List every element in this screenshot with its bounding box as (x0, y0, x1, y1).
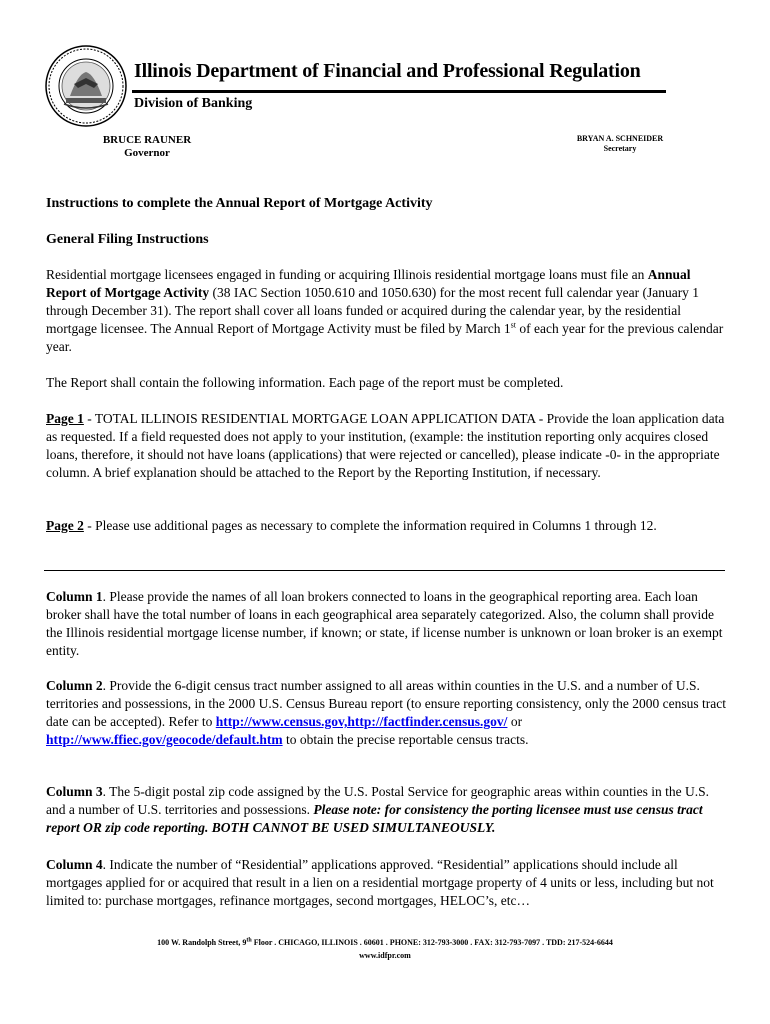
page1-paragraph (46, 410, 726, 482)
report-contents-paragraph: The Report shall contain the following information. Each page of the report must be completed. (46, 375, 564, 390)
governor-block (100, 134, 194, 160)
filing-paragraph (46, 266, 726, 356)
column1-paragraph (46, 588, 726, 660)
agency-title: Illinois Department of Financial and Professional Regulation (134, 60, 641, 82)
ffiec-geocode-link[interactable]: http://www.ffiec.gov/geocode/default.htm (46, 732, 283, 747)
page2-text: - Please use additional pages as necessary to complete the information required in Columns 1 through 12. (83, 518, 657, 533)
footer-address-b: Floor . CHICAGO, ILLINOIS . 60601 . PHONE: 312-793-3000 . FAX: 312-793-7097 . TDD: 217-524-6644 (251, 938, 613, 947)
governor-name: BRUCE RAUNER (102, 134, 192, 146)
column1-text: . Please provide the names of all loan brokers connected to loans in the geographical reporting area. Each loan broker shall have the total number of loans in each geographical area separately categorized. Also, the column shall provide the Illinois residential mortgage license number, if known; or state, if license number is unknown or loan broker is an exempt entity. (46, 589, 723, 658)
column2-or: or (507, 714, 523, 729)
secretary-block (568, 134, 672, 153)
page-footer (0, 936, 770, 962)
column2-label: Column 2 (46, 678, 103, 693)
general-heading: General Filing Instructions (46, 232, 209, 247)
column2-tail: to obtain the precise reportable census tracts. (282, 732, 529, 747)
governor-title: Governor (124, 147, 170, 160)
column4-paragraph (46, 856, 726, 910)
division-name: Division of Banking (134, 96, 253, 111)
footer-address-a: 100 W. Randolph Street, 9 (157, 938, 247, 947)
secretary-name: BRYAN A. SCHNEIDER (576, 134, 664, 143)
report-name: Annual Report of Mortgage Activity (46, 267, 691, 300)
ordinal-suffix: st (510, 320, 516, 330)
footer-address (0, 936, 770, 949)
column4-text: . Indicate the number of “Residential” applications approved. “Residential” applications should include all mortgages applied for or acquired that result in a lien on a residential mortgage property of 4 units or less, including but not limited to: purchase mortgages, refinance mortgages, second mortgages, HELOC’s, etc… (46, 857, 714, 908)
title-rule (132, 90, 666, 93)
filing-text-a: Residential mortgage licensees engaged in funding or acquiring Illinois residential mortgage loans must file an (46, 267, 648, 282)
footer-floor-suffix: th (246, 937, 252, 944)
column3-label: Column 3 (46, 784, 103, 799)
page2-label: Page 2 (46, 518, 84, 533)
column2-paragraph (46, 677, 726, 749)
column1-label: Column 1 (46, 589, 103, 604)
page1-label: Page 1 (46, 411, 84, 426)
column4-label: Column 4 (46, 857, 103, 872)
section-divider (44, 570, 725, 571)
column2-text: . Provide the 6-digit census tract number assigned to all areas within counties in the U.S. and a number of U.S. territories and possessions, in the 2000 U.S. Census Bureau report (to ensure reporting consistency, only the 2000 census tract date can be accepted). Refer to (46, 678, 726, 729)
page1-text: - TOTAL ILLINOIS RESIDENTIAL MORTGAGE LOAN APPLICATION DATA - Provide the loan application data as requested. If a field requested does not apply to your institution, (example: the institution reporting only acquires closed loans, therefore, it should not have loans (applications) that were rejected or cancelled), please indicate -0- in the appropriate column. A brief explanation should be attached to the Report by the Reporting Institution, if necessary. (46, 411, 725, 480)
secretary-title: Secretary (603, 143, 637, 153)
column3-text: . The 5-digit postal zip code assigned by the U.S. Postal Service for geographic areas within counties in the U.S. and a number of U.S. territories and possessions. (46, 784, 710, 817)
page2-paragraph (46, 517, 726, 535)
column3-paragraph (46, 783, 726, 837)
filing-text-c: of each year for the previous calendar year. (46, 321, 724, 354)
census-link[interactable]: http://www.census.gov,http://factfinder.census.gov/ (215, 714, 508, 729)
column3-note: Please note: for consistency the porting licensee must use census tract report OR zip code reporting. BOTH CANNOT BE USED SIMULTANEOUSLY. (46, 802, 703, 835)
state-seal-icon (44, 44, 128, 128)
filing-text-b: (38 IAC Section 1050.610 and 1050.630) for the most recent full calendar year (January 1 through December 31). The report shall cover all loans funded or acquired during the calendar year, by the residential mortgage licensee. The Annual Report of Mortgage Activity must be filed by March 1 (46, 285, 700, 336)
footer-website[interactable]: www.idfpr.com (359, 951, 411, 960)
document-title: Instructions to complete the Annual Report of Mortgage Activity (46, 196, 433, 211)
